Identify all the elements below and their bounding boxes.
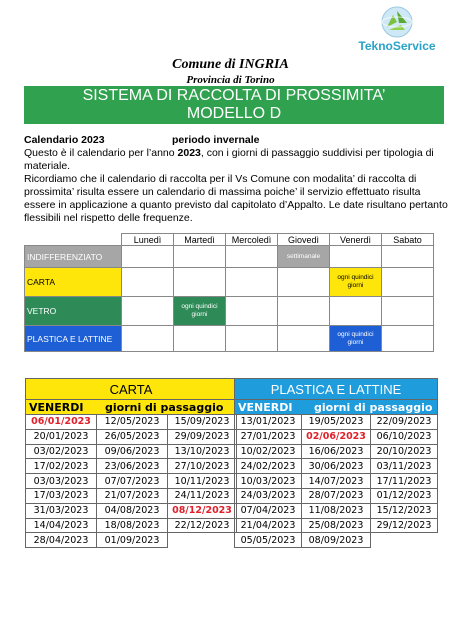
- schedule-cell: [226, 297, 278, 326]
- carta-calendar: [25, 378, 237, 548]
- calendar-row: [235, 503, 438, 518]
- intro-paragraph-1: Questo è il calendario per l’anno 2023, con i giorni di passaggio suddivisi per tipologia di materiale.: [24, 147, 434, 172]
- day-header: Martedì: [174, 234, 226, 246]
- calendar-row: [235, 488, 438, 503]
- calendar-date: 14/07/2023: [302, 474, 371, 489]
- calendar-date: 10/03/2023: [235, 474, 302, 489]
- calendar-date: 08/12/2023: [168, 503, 237, 518]
- provincia-subtitle: Provincia di Torino: [186, 74, 275, 86]
- schedule-cell: [382, 246, 434, 268]
- day-header: Venerdì: [330, 234, 382, 246]
- calendar-date: 09/06/2023: [97, 444, 168, 459]
- calendar-date: 21/07/2023: [97, 488, 168, 503]
- calendar-date: 29/12/2023: [371, 518, 438, 533]
- calendar-date: 24/02/2023: [235, 459, 302, 474]
- calendar-date: [168, 533, 237, 548]
- schedule-cell: [174, 246, 226, 268]
- day-header: Sabato: [382, 234, 434, 246]
- calendar-date: 06/10/2023: [371, 429, 438, 444]
- calendar-date: 03/03/2023: [26, 474, 97, 489]
- calendar-date: 20/01/2023: [26, 429, 97, 444]
- schedule-cell: [382, 326, 434, 352]
- calendar-date: 28/04/2023: [26, 533, 97, 548]
- tekno-service-logo: [357, 3, 437, 55]
- schedule-cell: [278, 297, 330, 326]
- calendar-date: 10/02/2023: [235, 444, 302, 459]
- schedule-cell: ogni quindici giorni: [330, 326, 382, 352]
- carta-subheader: VENERDI giorni di passaggio: [26, 400, 237, 415]
- day-header: Giovedì: [278, 234, 330, 246]
- calendar-date: 05/05/2023: [235, 533, 302, 548]
- intro-header: [24, 134, 448, 147]
- calendar-date: 10/11/2023: [168, 474, 237, 489]
- schedule-cell: [382, 268, 434, 297]
- plastica-title: PLASTICA E LATTINE: [235, 379, 438, 400]
- schedule-cell: ogni quindici giorni: [330, 268, 382, 297]
- day-header: Mercoledì: [226, 234, 278, 246]
- weekday-header-row: [25, 234, 434, 246]
- calendar-date: 28/07/2023: [302, 488, 371, 503]
- calendar-row: [26, 474, 237, 489]
- banner-line-2: MODELLO D: [186, 105, 282, 122]
- plastica-calendar: [234, 378, 438, 548]
- calendar-date: 11/08/2023: [302, 503, 371, 518]
- comune-title: Comune di INGRIA: [172, 57, 289, 72]
- calendar-date: 03/11/2023: [371, 459, 438, 474]
- calendar-row: [26, 518, 237, 533]
- category-label: INDIFFERENZIATO: [25, 246, 122, 268]
- schedule-cell: [122, 326, 174, 352]
- calendar-date: 13/10/2023: [168, 444, 237, 459]
- calendar-date: 02/06/2023: [302, 429, 371, 444]
- schedule-cell: [330, 297, 382, 326]
- calendar-date: 07/04/2023: [235, 503, 302, 518]
- calendar-date: 12/05/2023: [97, 415, 168, 430]
- calendar-row: [235, 459, 438, 474]
- schedule-cell: [122, 246, 174, 268]
- calendar-date: 15/12/2023: [371, 503, 438, 518]
- row-indifferenziato: [25, 246, 434, 268]
- calendar-date: 17/03/2023: [26, 488, 97, 503]
- calendar-date: 25/08/2023: [302, 518, 371, 533]
- calendar-date: [371, 533, 438, 548]
- calendar-row: [235, 533, 438, 548]
- category-label: CARTA: [25, 268, 122, 297]
- calendar-row: [26, 415, 237, 430]
- calendar-row: [26, 488, 237, 503]
- calendar-date: 01/12/2023: [371, 488, 438, 503]
- calendar-date: 19/05/2023: [302, 415, 371, 430]
- calendar-date: 14/04/2023: [26, 518, 97, 533]
- calendar-date: 16/06/2023: [302, 444, 371, 459]
- calendar-date: 03/02/2023: [26, 444, 97, 459]
- schedule-cell: [278, 326, 330, 352]
- recycle-globe-icon: [357, 3, 437, 43]
- calendar-date: 24/03/2023: [235, 488, 302, 503]
- calendar-date: 18/08/2023: [97, 518, 168, 533]
- calendar-date: 24/11/2023: [168, 488, 237, 503]
- category-label: VETRO: [25, 297, 122, 326]
- intro-paragraph-2: Ricordiamo che il calendario di raccolta per il Vs Comune con modalita’ di raccolta di prossimita’ risulta essere un calendario di massima poiche’ il servizio effettuato risulta essere in applicazione a quanto previsto dal capitolato d’Appalto. Le date risultano pertanto flessibili nel rispetto delle frequenze.: [24, 173, 448, 224]
- calendar-row: [235, 444, 438, 459]
- schedule-cell: settimanale: [278, 246, 330, 268]
- calendar-date: 13/01/2023: [235, 415, 302, 430]
- banner-line-1: SISTEMA DI RACCOLTA DI PROSSIMITA’: [82, 87, 386, 104]
- calendar-date: 17/02/2023: [26, 459, 97, 474]
- calendar-row: [26, 533, 237, 548]
- calendar-date: 04/08/2023: [97, 503, 168, 518]
- calendar-date: 01/09/2023: [97, 533, 168, 548]
- calendar-label: Calendario 2023: [24, 134, 105, 146]
- row-plastica: [25, 326, 434, 352]
- schedule-cell: ogni quindici giorni: [174, 297, 226, 326]
- schedule-cell: [174, 326, 226, 352]
- calendar-date: 21/04/2023: [235, 518, 302, 533]
- schedule-cell: [122, 268, 174, 297]
- schedule-cell: [226, 246, 278, 268]
- category-label: PLASTICA E LATTINE: [25, 326, 122, 352]
- calendar-date: 23/06/2023: [97, 459, 168, 474]
- calendar-date: 15/09/2023: [168, 415, 237, 430]
- calendar-row: [235, 518, 438, 533]
- calendar-row: [26, 429, 237, 444]
- carta-title: CARTA: [26, 379, 237, 400]
- period-label: periodo invernale: [172, 134, 260, 146]
- schedule-cell: [226, 326, 278, 352]
- row-carta: [25, 268, 434, 297]
- calendar-date: 20/10/2023: [371, 444, 438, 459]
- schedule-cell: [174, 268, 226, 297]
- calendar-date: 22/12/2023: [168, 518, 237, 533]
- intro-text: [24, 134, 448, 225]
- calendar-date: 29/09/2023: [168, 429, 237, 444]
- calendar-date: 08/09/2023: [302, 533, 371, 548]
- calendar-row: [235, 429, 438, 444]
- calendar-date: 06/01/2023: [26, 415, 97, 430]
- schedule-cell: [330, 246, 382, 268]
- calendar-date: 30/06/2023: [302, 459, 371, 474]
- calendar-row: [26, 459, 237, 474]
- calendar-date: 17/11/2023: [371, 474, 438, 489]
- calendar-date: 22/09/2023: [371, 415, 438, 430]
- day-header: Lunedì: [122, 234, 174, 246]
- schedule-cell: [122, 297, 174, 326]
- calendar-row: [26, 503, 237, 518]
- schedule-cell: [226, 268, 278, 297]
- calendar-date: 27/10/2023: [168, 459, 237, 474]
- row-vetro: [25, 297, 434, 326]
- header-empty-cell: [25, 234, 122, 246]
- calendar-date: 27/01/2023: [235, 429, 302, 444]
- plastica-subheader: VENERDI giorni di passaggio: [235, 400, 438, 415]
- schedule-cell: [278, 268, 330, 297]
- weekly-schedule-table: [24, 233, 434, 352]
- calendar-row: [235, 415, 438, 430]
- calendar-row: [235, 474, 438, 489]
- calendar-date: 26/05/2023: [97, 429, 168, 444]
- calendar-row: [26, 444, 237, 459]
- title-banner: [24, 86, 444, 124]
- logo-text: TeknoService: [358, 39, 436, 53]
- calendar-date: 31/03/2023: [26, 503, 97, 518]
- schedule-cell: [382, 297, 434, 326]
- calendar-date: 07/07/2023: [97, 474, 168, 489]
